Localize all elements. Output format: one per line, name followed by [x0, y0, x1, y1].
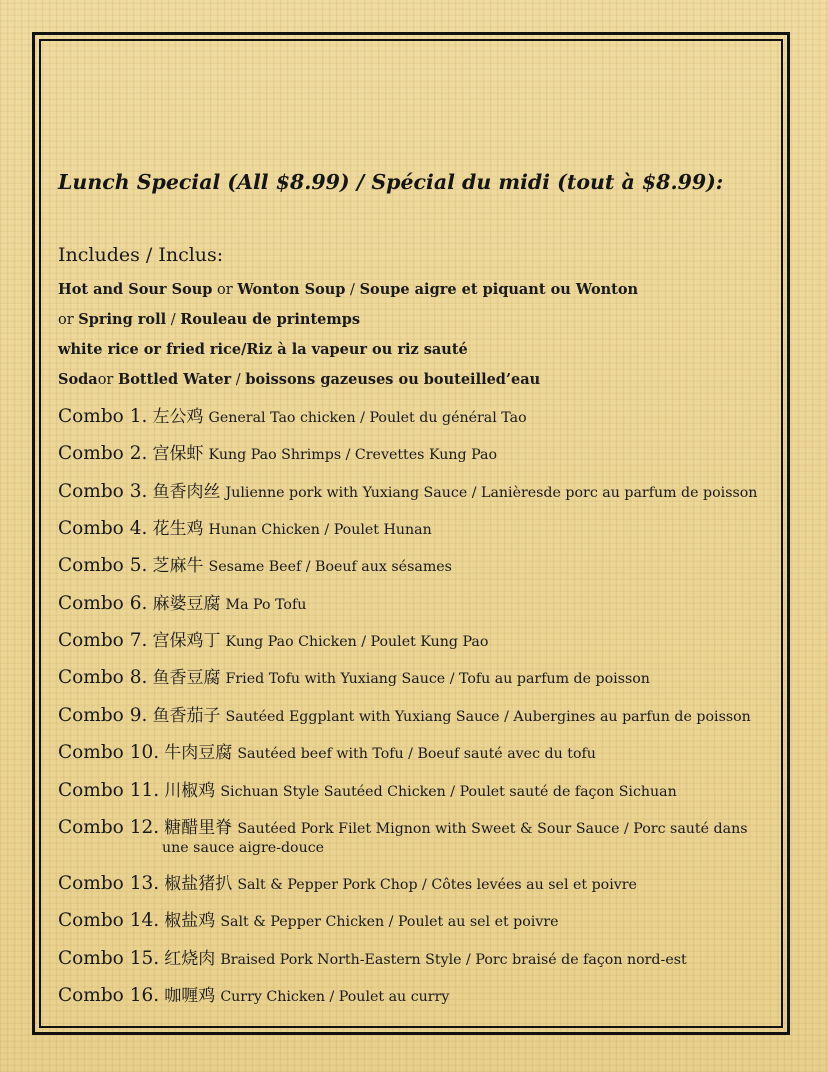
combo-description: Sautéed beef with Tofu / Boeuf sauté avec du tofu — [237, 746, 596, 762]
combo-description: Sautéed Pork Filet Mignon with Sweet & Sour Sauce / Porc sauté dans — [237, 821, 748, 837]
combo-number: Combo 8. — [58, 667, 148, 688]
combo-number: Combo 13. — [58, 873, 160, 894]
combo-description: Sautéed Eggplant with Yuxiang Sauce / Aubergines au parfun de poisson — [225, 709, 751, 725]
combo-number: Combo 11. — [58, 780, 160, 801]
wonton-soup: Wonton Soup — [237, 281, 346, 298]
includes-text: or — [97, 372, 118, 388]
combo-chinese-name: 椒盐鸡 — [164, 911, 216, 931]
spring-roll-french: Rouleau de printemps — [180, 311, 361, 328]
combo-description: Salt & Pepper Chicken / Poulet au sel et poivre — [220, 914, 559, 930]
combo-description: Salt & Pepper Pork Chop / Côtes levées au sel et poivre — [237, 877, 637, 893]
combo-number: Combo 15. — [58, 948, 160, 969]
includes-drink-line — [58, 371, 540, 388]
combo-chinese-name: 宫保虾 — [152, 444, 204, 464]
combo-item-2 — [58, 439, 778, 464]
combo-item-13 — [58, 869, 778, 894]
combo-item-8 — [58, 663, 778, 688]
combo-item-14 — [58, 906, 778, 931]
combo-chinese-name: 红烧肉 — [164, 949, 216, 969]
combo-chinese-name: 麻婆豆腐 — [152, 594, 221, 614]
combo-description: General Tao chicken / Poulet du général Tao — [208, 410, 527, 426]
combo-description: Kung Pao Shrimps / Crevettes Kung Pao — [208, 447, 498, 463]
includes-text: or — [58, 312, 79, 328]
combo-chinese-name: 宫保鸡丁 — [152, 631, 221, 651]
combo-description: Julienne pork with Yuxiang Sauce / Lanièresde porc au parfum de poisson — [225, 485, 758, 501]
combo-chinese-name: 鱼香茄子 — [152, 706, 221, 726]
combo-chinese-name: 川椒鸡 — [164, 781, 216, 801]
combo-description: Hunan Chicken / Poulet Hunan — [208, 522, 432, 538]
combo-item-4 — [58, 514, 778, 539]
combo-description: Kung Pao Chicken / Poulet Kung Pao — [225, 634, 489, 650]
combo-number: Combo 7. — [58, 630, 148, 651]
combo-description: Sesame Beef / Boeuf aux sésames — [208, 559, 452, 575]
combo-number: Combo 16. — [58, 985, 160, 1006]
combo-number: Combo 1. — [58, 406, 148, 427]
combo-number: Combo 12. — [58, 817, 160, 838]
combo-chinese-name: 鱼香豆腐 — [152, 668, 221, 688]
combo-item-5 — [58, 551, 778, 576]
combo-chinese-name: 糖醋里脊 — [164, 818, 233, 838]
combo-description: Curry Chicken / Poulet au curry — [220, 989, 450, 1005]
combo-item-1 — [58, 402, 778, 427]
includes-text: / — [166, 312, 181, 328]
combo-item-10 — [58, 738, 778, 763]
combo-chinese-name: 椒盐猪扒 — [164, 874, 233, 894]
soup-french: Soupe aigre et piquant ou Wonton — [359, 281, 639, 298]
drinks-french: boissons gazeuses ou bouteilled’eau — [245, 371, 541, 388]
bottled-water: Bottled Water — [117, 371, 232, 388]
combo-description: Sichuan Style Sautéed Chicken / Poulet sauté de façon Sichuan — [220, 784, 677, 800]
includes-rice-line — [58, 341, 468, 358]
combo-number: Combo 6. — [58, 593, 148, 614]
includes-text: or — [212, 282, 238, 298]
spring-roll: Spring roll — [78, 311, 167, 328]
includes-heading: Includes / Inclus: — [58, 244, 224, 266]
combo-number: Combo 5. — [58, 555, 148, 576]
combo-item-7 — [58, 626, 778, 651]
combo-description: Ma Po Tofu — [225, 597, 307, 613]
combo-number: Combo 3. — [58, 481, 148, 502]
combo-chinese-name: 左公鸡 — [152, 407, 204, 427]
combo-chinese-name: 鱼香肉丝 — [152, 482, 221, 502]
combo-item-12 — [58, 813, 778, 859]
soda: Soda — [58, 371, 98, 388]
combo-chinese-name: 咖喱鸡 — [164, 986, 216, 1006]
combo-item-6 — [58, 589, 778, 614]
includes-text: / — [345, 282, 360, 298]
combo-description: Braised Pork North-Eastern Style / Porc braisé de façon nord-est — [220, 952, 687, 968]
includes-text: / — [231, 372, 246, 388]
combo-number: Combo 4. — [58, 518, 148, 539]
combo-chinese-name: 芝麻牛 — [152, 556, 204, 576]
combo-item-3 — [58, 477, 778, 502]
combo-chinese-name: 牛肉豆腐 — [164, 743, 233, 763]
combo-number: Combo 10. — [58, 742, 160, 763]
lunch-special-title: Lunch Special (All $8.99) / Spécial du midi (tout à $8.99): — [58, 170, 724, 194]
combo-item-15 — [58, 944, 778, 969]
includes-roll-line — [58, 311, 360, 328]
combo-number: Combo 2. — [58, 443, 148, 464]
combo-item-16 — [58, 981, 778, 1006]
combo-chinese-name: 花生鸡 — [152, 519, 204, 539]
includes-soup-line — [58, 281, 638, 298]
combo-item-11 — [58, 776, 778, 801]
combo-description: Fried Tofu with Yuxiang Sauce / Tofu au parfum de poisson — [225, 671, 650, 687]
combo-number: Combo 9. — [58, 705, 148, 726]
combo-description-continued: une sauce aigre-douce — [162, 840, 325, 856]
rice-option: white rice or fried rice/Riz à la vapeur ou riz sauté — [58, 341, 468, 358]
combo-item-9 — [58, 701, 778, 726]
combo-number: Combo 14. — [58, 910, 160, 931]
hot-sour-soup: Hot and Sour Soup — [58, 281, 213, 298]
